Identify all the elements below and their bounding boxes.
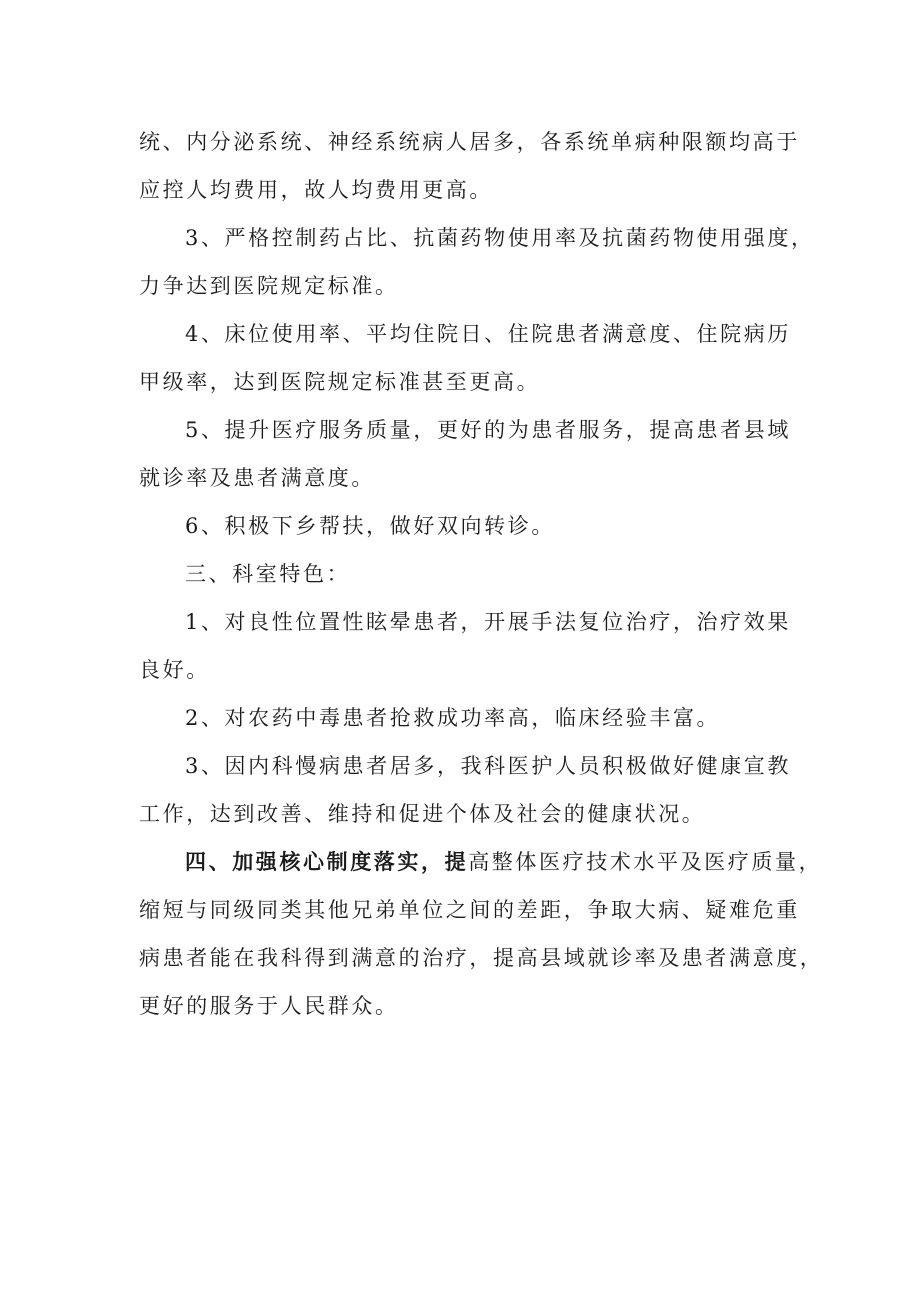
list-item-3: 3、严格控制药占比、抗菌药物使用率及抗菌药物使用强度，	[185, 226, 815, 250]
paragraph-line: 缩短与同级同类其他兄弟单位之间的差距，争取大病、疑难危重	[139, 898, 800, 922]
section-heading: 三、科室特色：	[185, 562, 351, 586]
paragraph-line: 力争达到医院规定标准。	[139, 274, 399, 298]
paragraph-line: 工作，达到改善、维持和促进个体及社会的健康状况。	[139, 802, 706, 826]
paragraph-line: 应控人均费用，故人均费用更高。	[139, 178, 493, 202]
paragraph-line: 更好的服务于人民群众。	[139, 994, 399, 1018]
feature-item-2: 2、对农药中毒患者抢救成功率高，临床经验丰富。	[185, 706, 721, 730]
list-item-6: 6、积极下乡帮扶，做好双向转诊。	[185, 514, 555, 538]
paragraph-line: 统、内分泌系统、神经系统病人居多，各系统单病种限额均高于	[139, 130, 800, 154]
list-item-5: 5、提升医疗服务质量，更好的为患者服务，提高患者县域	[185, 418, 791, 442]
list-item-4: 4、床位使用率、平均住院日、住院患者满意度、住院病历	[185, 322, 791, 346]
section-four-heading: 四、加强核心制度落实，提	[185, 849, 469, 874]
section-four-line	[139, 838, 823, 886]
document-body	[139, 118, 824, 1030]
feature-item-1: 1、对良性位置性眩晕患者，开展手法复位治疗，治疗效果	[185, 610, 791, 634]
paragraph-line: 就诊率及患者满意度。	[139, 466, 375, 490]
feature-item-3: 3、因内科慢病患者居多，我科医护人员积极做好健康宣教	[185, 754, 791, 778]
paragraph-line: 良好。	[139, 658, 210, 682]
section-four-text: 高整体医疗技术水平及医疗质量，	[468, 850, 823, 874]
paragraph-line: 甲级率，达到医院规定标准甚至更高。	[139, 370, 541, 394]
paragraph-line: 病患者能在我科得到满意的治疗，提高县域就诊率及患者满意度，	[139, 946, 824, 970]
